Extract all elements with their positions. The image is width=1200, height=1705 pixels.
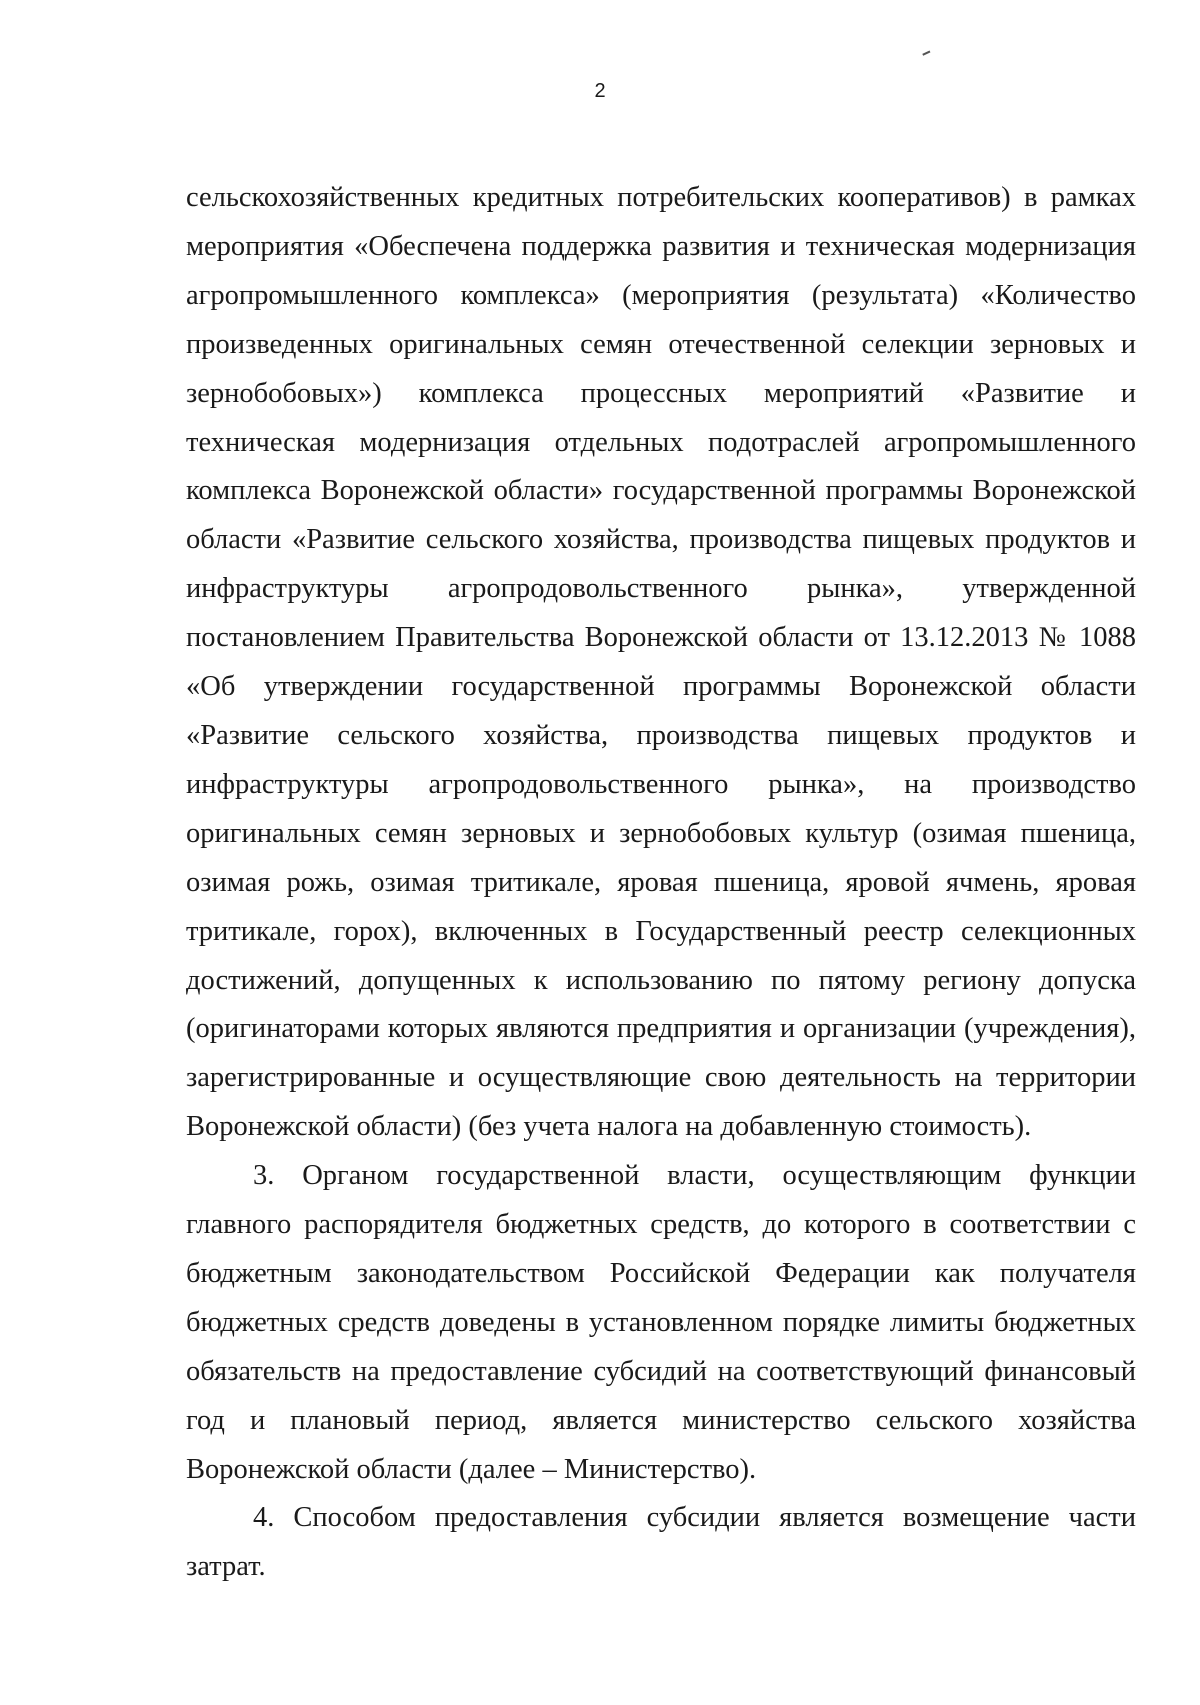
paragraph-continuation: сельскохозяйственных кредитных потребительских кооперативов) в рамках мероприятия «Обеспечена поддержка развития и техническая модернизация агропромышленного комплекса» (мероприятия (результата) «Количество произведенных оригинальных семян отечественной селекции зерновых и зернобобовых») комплекса процессных мероприятий «Развитие и техническая модернизация отдельных подотраслей агропромышленного комплекса Воронежской области» государственной программы Воронежской области «Развитие сельского хозяйства, производства пищевых продуктов и инфраструктуры агропродовольственного рынка», утвержденной постановлением Правительства Воронежской области от 13.12.2013 № 1088 «Об утверждении государственной программы Воронежской области «Развитие сельского хозяйства, производства пищевых продуктов и инфраструктуры агропродовольственного рынка», на производство оригинальных семян зерновых и зернобобовых культур (озимая пшеница, озимая рожь, озимая тритикале, яровая пшеница, яровой ячмень, яровая тритикале, горох), включенных в Государственный реестр селекционных достижений, допущенных к использованию по пятому региону допуска (оригинаторами которых являются предприятия и организации (учреждения), зарегистрированные и осуществляющие свою деятельность на территории Воронежской области) (без учета налога на добавленную стоимость). <box>186 182 1136 1143</box>
paragraph-item-3: 3. Органом государственной власти, осуществляющим функции главного распорядителя бюджетных средств, до которого в соответствии с бюджетным законодательством Российской Федерации как получателя бюджетных средств доведены в установленном порядке лимиты бюджетных обязательств на предоставление субсидий на соответствующий финансовый год и плановый период, является министерство сельского хозяйства Воронежской области (далее – Министерство). <box>186 1160 1136 1485</box>
document-body <box>186 174 1136 1592</box>
scan-mark <box>922 51 931 59</box>
paragraph-item-4: 4. Способом предоставления субсидии является возмещение части затрат. <box>186 1502 1136 1583</box>
page-number: 2 <box>594 80 606 102</box>
